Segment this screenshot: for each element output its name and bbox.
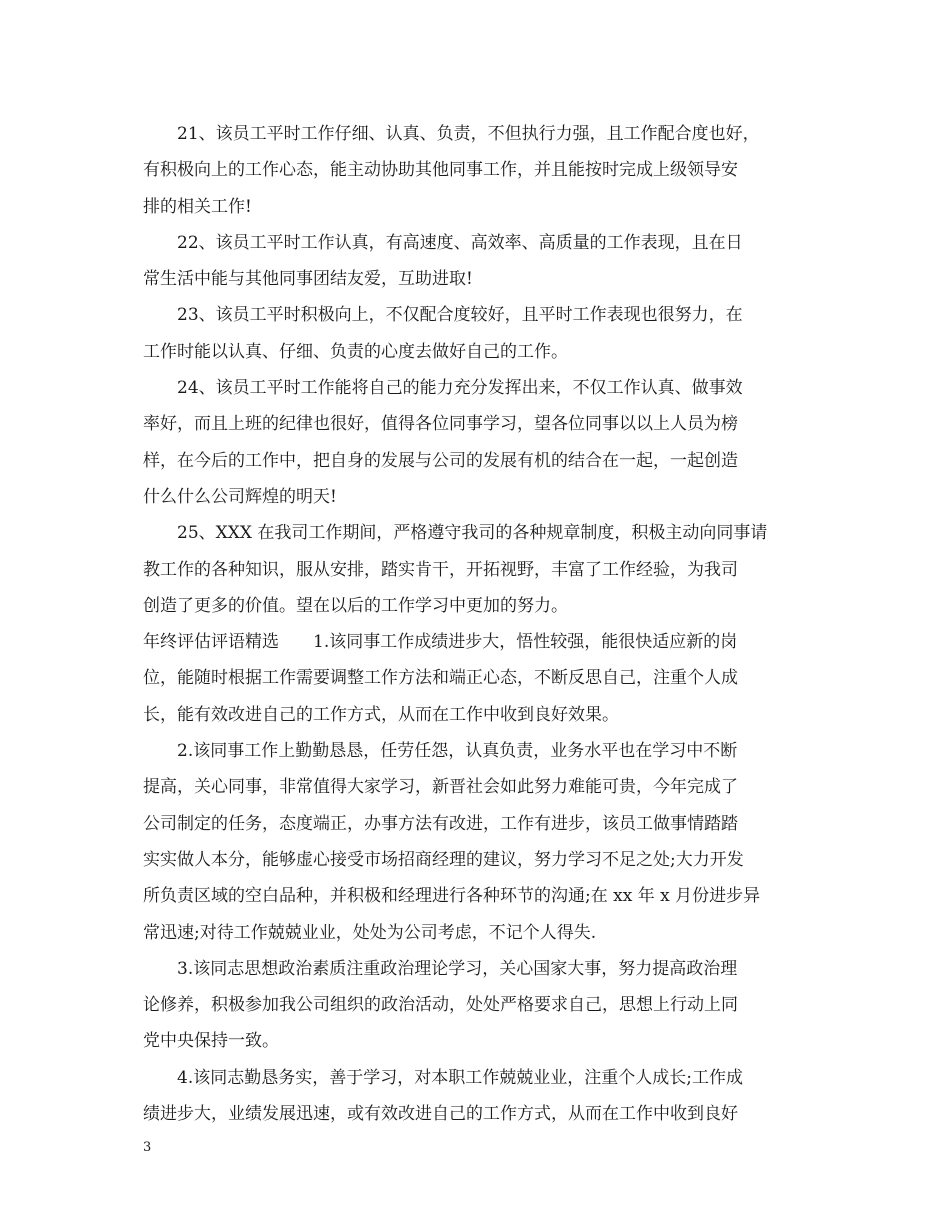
text-line: 位，能随时根据工作需要调整工作方法和端正心态，不断反思自己，注重个人成 [143, 668, 738, 689]
text-line: 2.该同事工作上勤勤恳恳，任劳任怨，认真负责，业务水平也在学习中不断 [177, 741, 738, 762]
text-line: 党中央保持一致。 [143, 1031, 279, 1052]
text-line: 常迅速;对待工作兢兢业业，处处为公司考虑，不记个人得失. [143, 922, 597, 943]
text-line: 提高，关心同事，非常值得大家学习，新晋社会如此努力难能可贵，今年完成了 [143, 777, 738, 798]
text-line: 教工作的各种知识，服从安排，踏实肯干，开拓视野，丰富了工作经验，为我司 [143, 559, 738, 580]
text-line: 21、该员工平时工作仔细、认真、负责，不但执行力强，且工作配合度也好， [177, 124, 760, 144]
text-line: 22、该员工平时工作认真，有高速度、高效率、高质量的工作表现，且在日 [177, 232, 743, 253]
text-line: 23、该员工平时积极向上，不仅配合度较好，且平时工作表现也很努力，在 [177, 305, 743, 326]
text-line: 所负责区域的空白品种，并积极和经理进行各种环节的沟通;在 xx 年 x 月份进步异 [143, 886, 761, 907]
text-line: 25、XXX 在我司工作期间，严格遵守我司的各种规章制度，积极主动向同事请 [177, 523, 768, 544]
text-line: 绩进步大，业绩发展迅速，或有效改进自己的工作方式，从而在工作中收到良好 [143, 1104, 738, 1125]
section-heading-line [143, 624, 807, 660]
text-line: 排的相关工作! [143, 196, 252, 217]
text-line: 实实做人本分，能够虚心接受市场招商经理的建议，努力学习不足之处;大力开发 [143, 849, 744, 870]
text-line: 什么什么公司辉煌的明天! [143, 486, 337, 507]
text-line: 3.该同志思想政治素质注重政治理论学习，关心国家大事，努力提高政治理 [177, 958, 738, 979]
body-text [143, 116, 807, 1132]
text-line: 常生活中能与其他同事团结友爱，互助进取! [143, 269, 473, 290]
text-line: 公司制定的任务，态度端正，办事方法有改进，工作有进步，该员工做事情踏踏 [143, 813, 738, 834]
text-line: 创造了更多的价值。望在以后的工作学习中更加的努力。 [143, 595, 568, 616]
text-line: 样，在今后的工作中，把自身的发展与公司的发展有机的结合在一起，一起创造 [143, 450, 738, 471]
section-first-text: 1.该同事工作成绩进步大，悟性较强，能很快适应新的岗 [313, 632, 738, 653]
text-line: 率好，而且上班的纪律也很好，值得各位同事学习，望各位同事以以上人员为榜 [143, 414, 738, 435]
text-line: 工作时能以认真、仔细、负责的心度去做好自己的工作。 [143, 341, 568, 362]
text-line: 有积极向上的工作心态，能主动协助其他同事工作，并且能按时完成上级领导安 [143, 160, 738, 181]
text-line: 24、该员工平时工作能将自己的能力充分发挥出来，不仅工作认真、做事效 [177, 378, 743, 399]
section-heading: 年终评估评语精选 [143, 632, 279, 653]
text-line: 论修养，积极参加我公司组织的政治活动，处处严格要求自己，思想上行动上同 [143, 995, 738, 1016]
text-line: 4.该同志勤恳务实，善于学习，对本职工作兢兢业业，注重个人成长;工作成 [177, 1067, 743, 1088]
text-line: 长，能有效改进自己的工作方式，从而在工作中收到良好效果。 [143, 704, 619, 725]
page-number: 3 [143, 1140, 152, 1155]
